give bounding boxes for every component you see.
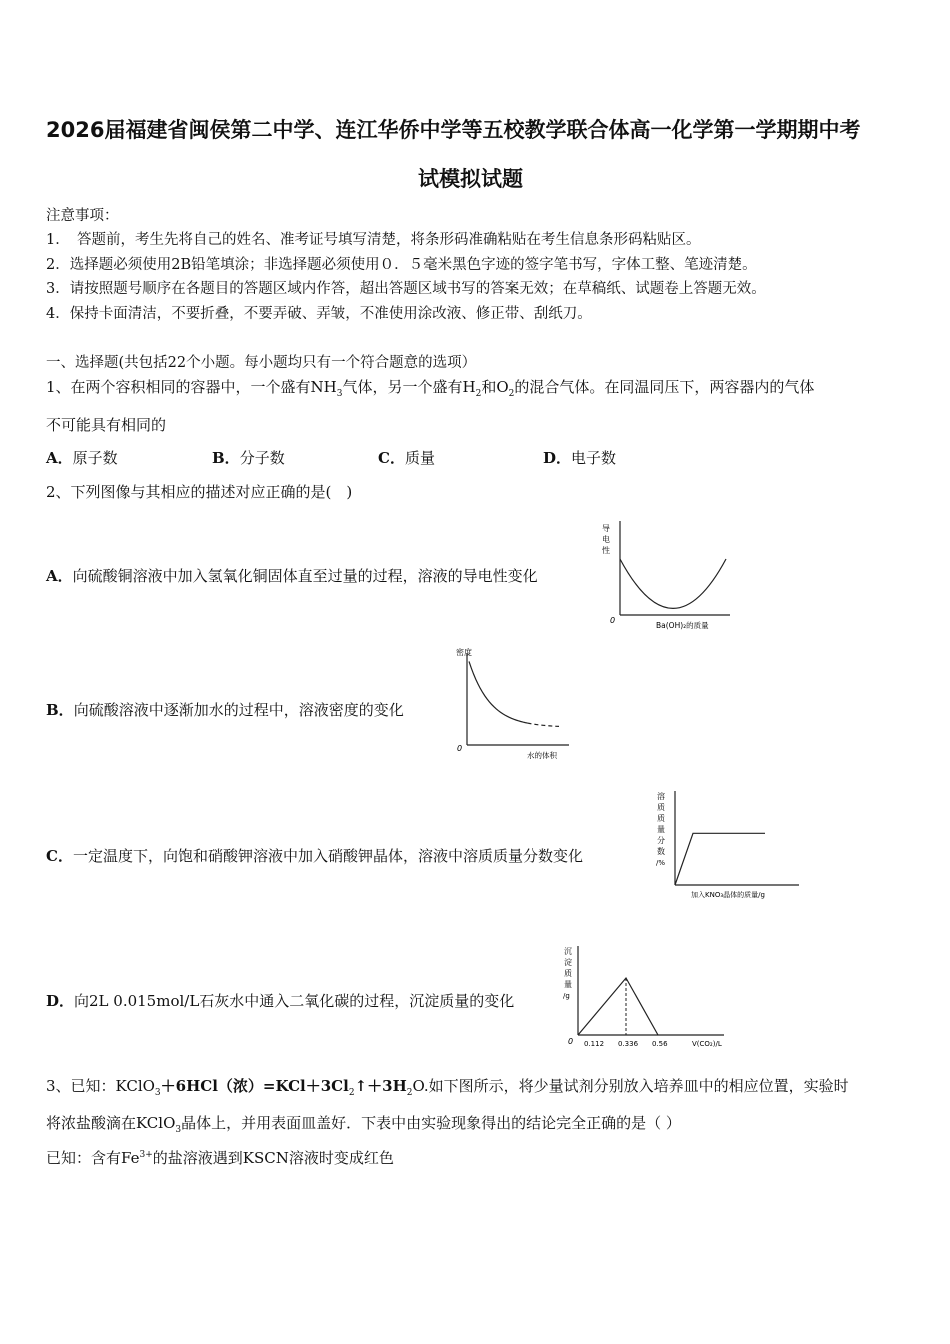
question-2-option-d: D．向2L 0.015mol/L石灰水中通入二氧化碳的过程，沉淀质量的变化 [46,992,515,1010]
question-1-option-d: D．电子数 [543,449,617,467]
chart-b-density [447,645,575,763]
chart-b-origin: 0 [457,744,463,753]
notice-item: 1． 答题前，考生先将自己的姓名、准考证号填写清楚，将条形码准确粘贴在考生信息条形码粘贴区。 [46,232,701,248]
chart-d-ylabel: 量 [564,980,572,989]
chart-d-precipitate [560,940,730,1056]
chart-a-ylabel: 导 [602,524,610,533]
chart-c-ylabel: 量 [657,825,665,834]
chart-b-series-line [469,661,528,723]
chart-a-ylabel: 电 [602,535,610,544]
question-2-option-a: A．向硫酸铜溶液中加入氢氧化铜固体直至过量的过程，溶液的导电性变化 [46,567,538,585]
chart-c-ylabel: 数 [657,847,665,856]
chart-c-xlabel: 加入KNO₃晶体的质量/g [691,891,765,899]
chart-d-tick-label: 0.112 [584,1040,605,1048]
chart-d-ylabel: /g [563,992,570,1000]
chart-d-tick-label: 0.336 [618,1040,639,1048]
chart-b-series-line-dashed [528,723,560,726]
chart-d-ylabel: 质 [564,969,572,978]
question-1-stem: 1、在两个容积相同的容器中，一个盛有$NH_3$气体，另一个盛有$H_2$和$O_2$的混合气体。在同温同压下，两容器内的气体 [46,378,815,399]
notice-item: 3．请按照题号顺序在各题目的答题区域内作答，超出答题区域书写的答案无效；在草稿纸、试题卷上答题无效。 [46,281,766,297]
chart-d-xlabel: V(CO₂)/L [692,1040,722,1048]
chart-c-series-line [675,833,765,885]
chart-a-xlabel: Ba(OH)₂的质量 [656,621,709,630]
chart-c-ylabel: 质 [657,814,665,823]
question-1-stem-line2: 不可能具有相同的 [46,416,167,434]
chart-c-ylabel: 质 [657,803,665,812]
chart-b-ylabel: 密度 [456,648,472,657]
question-2-option-b: B．向硫酸溶液中逐渐加水的过程中，溶液密度的变化 [46,701,404,719]
chart-d-origin: 0 [568,1037,574,1046]
notice-heading: 注意事项： [46,208,119,224]
chart-d-tick-label: 0.56 [652,1040,668,1048]
chart-a-origin: 0 [610,616,616,625]
notice-item: 4．保持卡面清洁，不要折叠，不要弄破、弄皱，不准使用涂改液、修正带、刮纸刀。 [46,306,592,322]
question-1-option-b: B．分子数 [212,449,285,467]
chart-c-ylabel: /% [656,859,666,867]
chart-c-ylabel: 分 [657,836,665,845]
question-3-note: 已知：含有$Fe^{3+}$的盐溶液遇到KSCN溶液时变成红色 [46,1149,394,1167]
question-2-stem: 2、下列图像与其相应的描述对应正确的是( ) [46,483,353,501]
question-1-option-a: A．原子数 [46,449,118,467]
question-3-stem: 3、已知：KClO$_3$＋6HCl（浓）$=KCl+3Cl_2↑+3H_2O$.如下图所示，将少量试剂分别放入培养皿中的相应位置，实验时 [46,1077,849,1098]
chart-c-ylabel: 溶 [657,792,665,801]
chart-a-series-line [620,559,726,608]
question-2-option-c: C．一定温度下，向饱和硝酸钾溶液中加入硝酸钾晶体，溶液中溶质质量分数变化 [46,847,583,865]
chart-d-ylabel: 淀 [564,958,572,967]
page-title-line2: 试模拟试题 [418,167,523,191]
chart-a-ylabel: 性 [602,546,610,555]
chart-b-xlabel: 水的体积 [527,751,557,760]
question-1-option-c: C．质量 [378,449,435,467]
chart-a-conductivity [598,515,738,633]
chart-d-ylabel: 沉 [564,947,572,956]
section-heading: 一、选择题(共包括22个小题。每小题均只有一个符合题意的选项） [46,355,477,371]
chart-c-mass-fraction [653,787,803,903]
chart-d-series-line [578,978,658,1035]
question-3-stem-line2: 将浓盐酸滴在KClO$_3$晶体上，并用表面皿盖好．下表中由实验现象得出的结论完全正确的是（ ） [46,1114,681,1135]
page-title-line1: 2026届福建省闽侯第二中学、连江华侨中学等五校教学联合体高一化学第一学期期中考 [46,118,861,142]
notice-item: 2．选择题必须使用2B铅笔填涂；非选择题必须使用０．５毫米黑色字迹的签字笔书写，字体工整、笔迹清楚。 [46,257,757,273]
